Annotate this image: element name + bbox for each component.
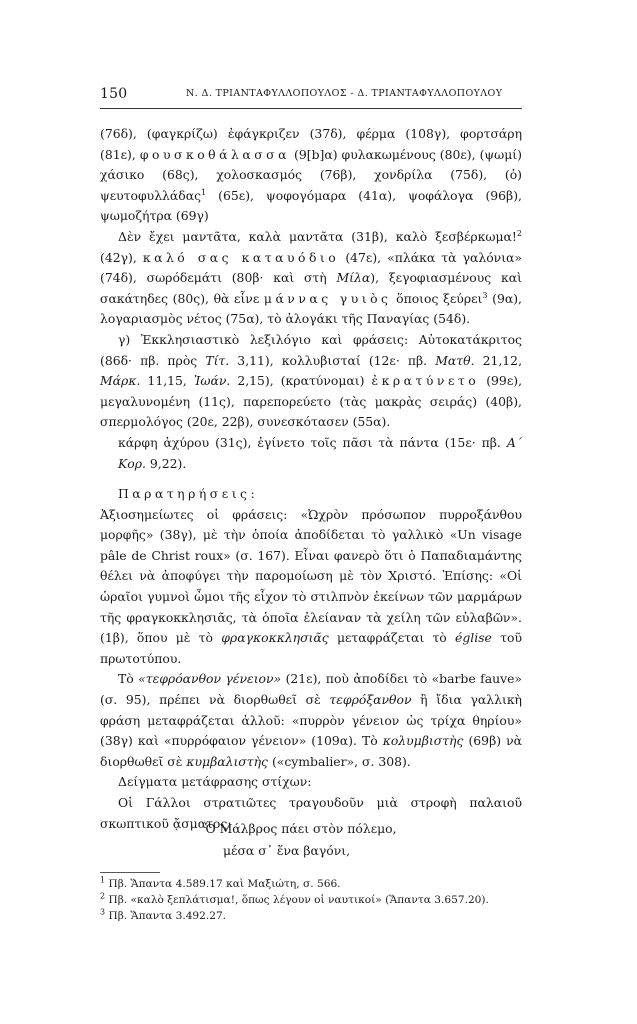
paragraph-glossary-end: (76δ), (φαγκρίζω) ἐφάγκριζεν (37δ), φέρμα (108γ), φορτσάρη (81ε), φουσκοθάλασσα (9[b]α) φυλακωμένους (80ε), (ψωμί) χάσικο (68ς), χολοσκασμός (76β), χονδρίλα (75δ), (ὁ) ψευτοφυλλάδας$^1$ (65ε), ψοφογόμαρα (41α), ψοφάλογα (96β), ψωμοζήτρα (69γ) (100, 126, 522, 224)
paragraph-remarks: Ἀξιοσημείωτες οἱ φράσεις: «Ὠχρὸν πρόσωπον πυρροξάνθου μορφῆς» (38γ), μὲ τὴν ὁποία ἀποδίδεται τὸ γαλλικὸ «Un visage pâle de Christ roux» (σ. 167). Εἶναι φανερὸ ὅτι ὁ Παπαδιαμάντης θέλει νὰ ἀποφύγει τὴν παρομοίωση μὲ τὸν Χριστό. Ἐπίσης: «Οἱ ὡραῖοι γυμνοὶ ὦμοι τῆς εἶχον τὸ στιλπνὸν ἐκείνων τῶν μαρμάρων τῆς φραγκοκκλησιᾶς, τὰ ὁποῖα ἐλείαναν τὰ χείλη τῶν εὐλαβῶν». (1β), ὅπου μὲ τὸ φραγκοκκλησιᾶς μεταφράζεται τὸ église τοῦ πρωτοτύπου. (100, 506, 522, 666)
paragraph-corrections: Τὸ «τεφρόανθον γένειον» (21ε), ποὺ ἀποδίδει τὸ «barbe fauve» (σ. 95), πρέπει νὰ διορθωθεῖ σὲ τεφρόξανθον ἢ ἴδια γαλλικὴ φράση μεταφράζεται ἀλλοῦ: «πυρρὸν γένειον ὡς τρίχα θηρίου» (38γ) καὶ «πυρρόφαιον γένειον» (109α). Τὸ κολυμβιστὴς (69β) νὰ διορθωθεῖ σὲ κυμβαλιστὴς («cymbalier», σ. 308). (100, 671, 522, 769)
paragraph-phrases: Δὲν ἔχει μαντᾶτα, καλὰ μαντᾶτα (31β), καλὸ ξεσβέρκωμα!$^2$ (42γ), καλό σας καταυόδιο (47ε), «πλάκα τὰ γαλόνια» (74δ), σωρόδεμάτι (80β· καὶ στὴ Μίλα), ξεγοφιασμένους καὶ σακάτηδες (80ς), θὰ εἶνε μάννας γυιὸς ὅποιος ξεύρει$^3$ (9α), λογαριασμὸς νέτος (75α), τὸ ἀλογάκι τῆς Παναγίας (54δ). (100, 228, 522, 327)
footnote: $^3$ Πβ. Ἅπαντα 3.492.27. (100, 907, 227, 922)
footnotes (100, 876, 522, 924)
verse-line: Ὁ Μάλβρος πάει στὸν πόλεμο, (205, 821, 397, 836)
footnote-rule (100, 872, 160, 873)
verse-block (205, 818, 505, 862)
page-number: 150 (100, 86, 128, 102)
paragraph-soldiers: Οἱ Γάλλοι στρατιῶτες τραγουδοῦν μιὰ στροφὴ παλαιοῦ σκωπτικοῦ ᾄσματος: (100, 795, 522, 831)
verse-line: μέσα σ᾽ ἕνα βαγόνι, (223, 843, 351, 858)
footnote: $^2$ Πβ. «καλὸ ξεπλάτισμα!, ὅπως λέγουν οἱ ναυτικοί» (Ἅπαντα 3.657.20). (100, 891, 489, 906)
main-text (100, 124, 522, 834)
paragraph-verse-samples: Δείγματα μετάφρασης στίχων: (118, 774, 312, 790)
section-heading: Παρατηρήσεις: (118, 486, 259, 502)
footnote-ref-1[interactable]: 1 (201, 187, 207, 197)
header-rule (100, 108, 522, 109)
running-title: Ν. Δ. ΤΡΙΑΝΤΑΦΥΛΛΟΠΟΥΛΟΣ - Δ. ΤΡΙΑΝΤΑΦΥΛΛΟΠΟΥΛΟΥ (186, 88, 503, 99)
footnote: $^1$ Πβ. Ἅπαντα 4.589.17 καὶ Μαξιώτη, σ. 566. (100, 875, 341, 890)
footnote-ref-3[interactable]: 3 (482, 290, 488, 300)
paragraph-karfi: κάρφη ἀχύρου (31ς), ἐγίνετο τοῖς πᾶσι τὰ πάντα (15ε· πβ. Α΄ Κορ. 9,22). (118, 434, 522, 471)
paragraph-ecclesiastical: γ) Ἐκκλησιαστικὸ λεξιλόγιο καὶ φράσεις: Αὐτοκατάκριτος (86δ· πβ. πρὸς Τίτ. 3,11), κολλυβισταί (12ε· πβ. Ματθ. 21,12, Μάρκ. 11,15, Ἰωάν. 2,15), (κρατύνομαι) ἐκρατύνετο (99ε), μεγαλυνομένη (11ς), παρεπορεύετο (τὰς μακρὰς σειράς) (40β), σπερμολόγος (20ε, 22β), συνεσκότασεν (55α). (100, 331, 523, 430)
footnote-ref-2[interactable]: 2 (516, 228, 522, 238)
